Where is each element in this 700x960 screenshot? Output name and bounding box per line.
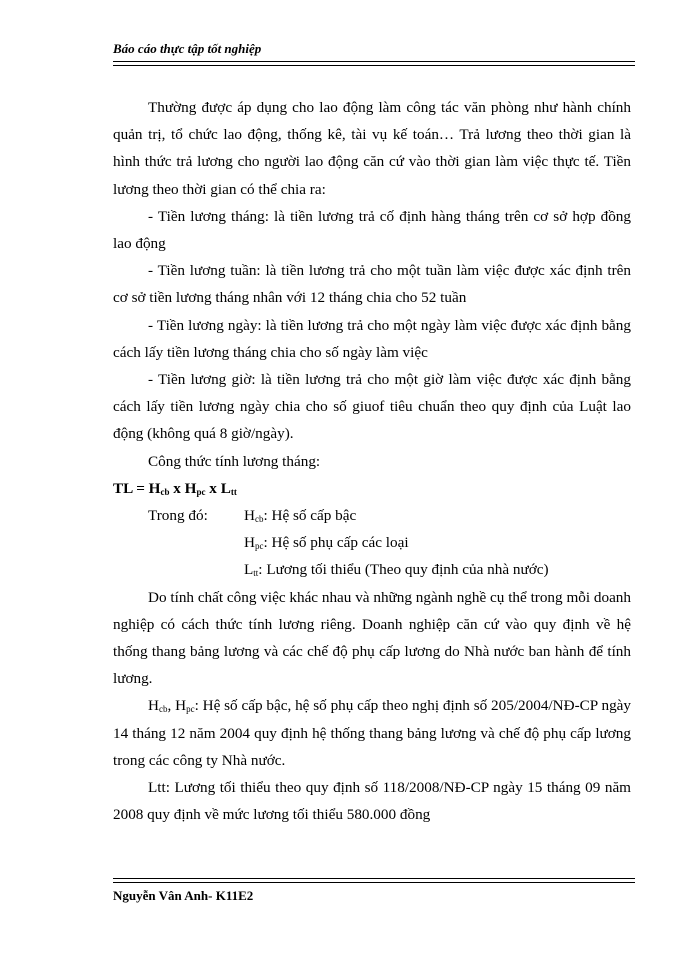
bullet-daily-wage: - Tiền lương ngày: là tiền lương trả cho một ngày làm việc được xác định bằng cách lấy tiền lương tháng chia cho số ngày làm việc	[113, 316, 631, 361]
def-subscript: pc	[254, 541, 264, 552]
def-symbol: L	[244, 561, 254, 579]
definition-hpc	[244, 529, 631, 556]
formula-x1: x H	[169, 479, 197, 497]
bullet-monthly-wage: - Tiền lương tháng: là tiền lương trả cố định hàng tháng trên cơ sở hợp đồng lao động	[113, 207, 631, 253]
header-rule	[113, 61, 635, 66]
coef-symbol: , H	[167, 697, 187, 715]
definition-row	[113, 502, 631, 529]
definition-hcb	[244, 502, 631, 529]
def-subscript: cb	[254, 514, 264, 525]
coef-text: : Hệ số cấp bậc, hệ số phụ cấp theo nghị định số 205/2004/NĐ-CP ngày 14 tháng 12 năm 2004 quy định hệ thống thang bảng lương và chế độ phụ cấp lương trong các công ty Nhà nước.	[113, 697, 631, 769]
coef-subscript: cb	[158, 704, 168, 715]
footer-rule	[113, 878, 635, 883]
definition-ltt	[244, 556, 631, 583]
def-symbol: H	[244, 534, 255, 552]
definition-row	[113, 529, 631, 556]
coef-symbol: H	[148, 697, 159, 715]
formula-x2: x L	[205, 479, 231, 497]
bullet-hourly-wage: - Tiền lương giờ: là tiền lương trả cho một giờ làm việc được xác định bằng cách lấy tiền lương ngày chia cho số giuof tiêu chuẩn theo quy định của Luật lao động (không quá 8 giờ/ngày).	[113, 371, 631, 443]
paragraph-wage-method: Do tính chất công việc khác nhau và những ngành nghề cụ thể trong mỗi doanh nghiệp có cách thức tính lương riêng. Doanh nghiệp căn cứ vào quy định về hệ thống thang bảng lương và các chế độ phụ cấp lương do Nhà nước ban hành để tính lương.	[113, 588, 631, 688]
formula-sub-tt: tt	[230, 486, 237, 497]
paragraph-intro: Thường được áp dụng cho lao động làm công tác văn phòng như hành chính quản trị, tổ chức lao động, thống kê, tài vụ kế toán… Trả lương theo thời gian là hình thức trả lương cho người lao động căn cứ vào thời gian làm việc thực tế. Tiền lương theo thời gian có thể chia ra:	[113, 99, 631, 198]
formula	[113, 475, 631, 502]
def-text: : Hệ số phụ cấp các loại	[263, 534, 409, 552]
coef-subscript: pc	[186, 704, 195, 715]
bullet-weekly-wage: - Tiền lương tuần: là tiền lương trả cho một tuần làm việc được xác định trên cơ sở tiền lương tháng nhân với 12 tháng chia cho 52 tuần	[113, 262, 631, 307]
formula-intro: Công thức tính lương tháng:	[148, 452, 321, 470]
def-text: : Hệ số cấp bậc	[263, 507, 357, 525]
footer-author: Nguyễn Vân Anh- K11E2	[113, 888, 254, 903]
def-symbol: H	[244, 507, 255, 525]
paragraph-coefficients	[113, 692, 631, 774]
formula-lhs: TL = H	[113, 479, 161, 497]
where-label: Trong đó:	[148, 507, 208, 525]
def-subscript: tt	[253, 568, 259, 579]
definition-row	[113, 556, 631, 583]
def-text: : Lương tối thiểu (Theo quy định của nhà nước)	[258, 561, 549, 579]
document-body	[113, 94, 631, 828]
page-header-title: Báo cáo thực tập tốt nghiệp	[113, 41, 262, 56]
formula-sub-pc: pc	[196, 486, 206, 497]
formula-sub-cb: cb	[160, 486, 170, 497]
paragraph-minimum-wage: Ltt: Lương tối thiểu theo quy định số 118/2008/NĐ-CP ngày 15 tháng 09 năm 2008 quy định về mức lương tối thiểu 580.000 đồng	[113, 779, 631, 824]
